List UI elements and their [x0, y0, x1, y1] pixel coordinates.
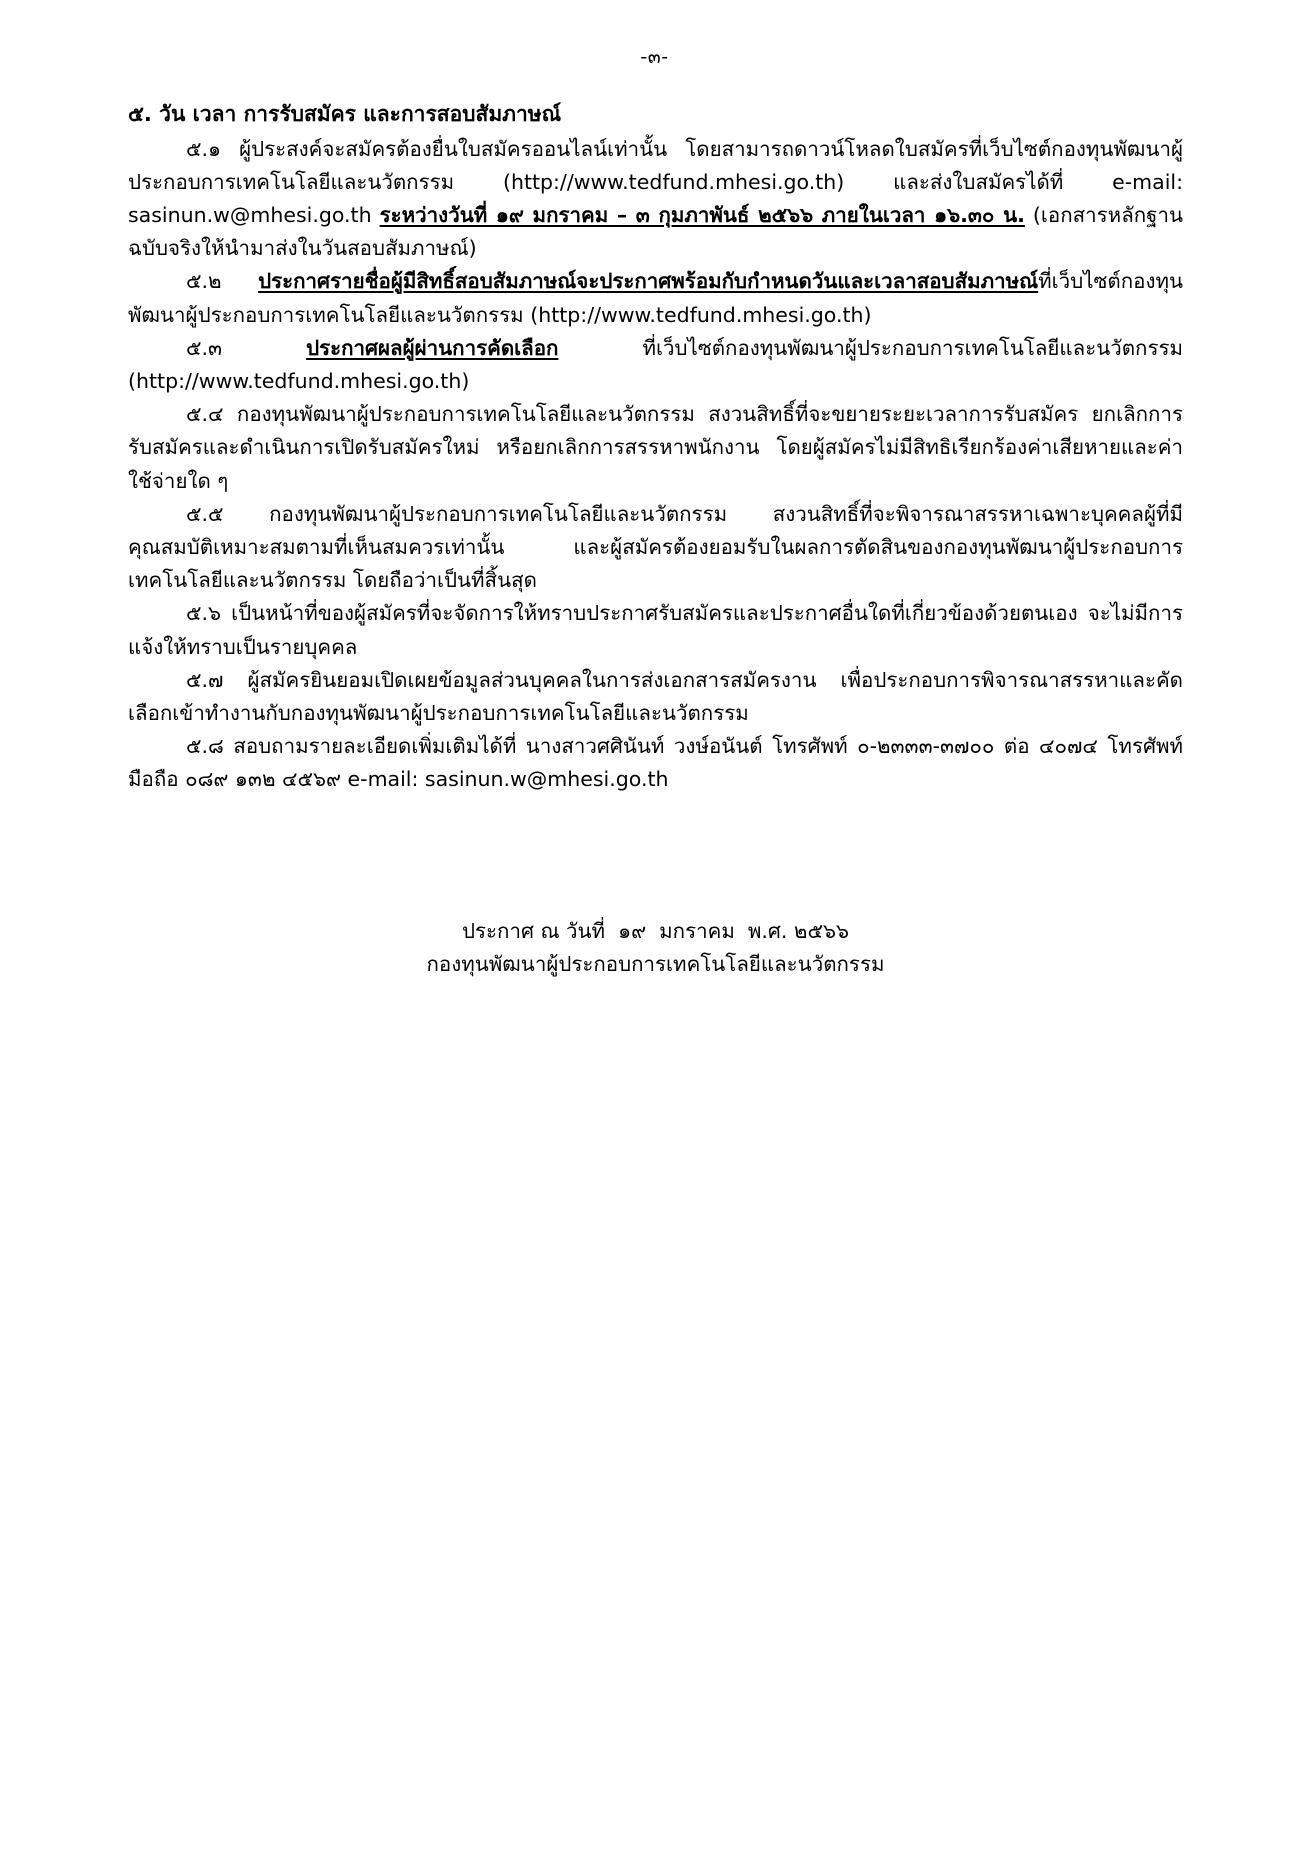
- clause-5-7: ๕.๗ ผู้สมัครยินยอมเปิดเผยข้อมูลส่วนบุคคลในการส่งเอกสารสมัครงาน เพื่อประกอบการพิจารณาสรรหาและคัดเลือกเข้าทำงานกับกองทุนพัฒนาผู้ประกอบการเทคโนโลยีและนวัตกรรม: [128, 667, 1183, 725]
- closing-block: [128, 915, 1183, 981]
- document-body: [128, 98, 1183, 797]
- clause-5-2-suffix: ที่เว็บไซต์กองทุนพัฒนาผู้ประกอบการเทคโนโลยีและนวัตกรรม (http://www.tedfund.mhesi.go.th): [128, 269, 1183, 327]
- clause-5-2-highlight: ประกาศรายชื่อผู้มีสิทธิ์สอบสัมภาษณ์จะประกาศพร้อมกับกำหนดวันและเวลาสอบสัมภาษณ์: [258, 269, 1039, 294]
- clause-5-6: ๕.๖ เป็นหน้าที่ของผู้สมัครที่จะจัดการให้ทราบประกาศรับสมัครและประกาศอื่นใดที่เกี่ยวข้องด้วยตนเอง จะไม่มีการแจ้งให้ทราบเป็นรายบุคคล: [128, 601, 1183, 659]
- clause-5-3-highlight: ประกาศผลผู้ผ่านการคัดเลือก: [306, 335, 559, 360]
- clause-5-1-text-part1: ๕.๑ ผู้ประสงค์จะสมัครต้องยื่นใบสมัครออนไลน์เท่านั้น โดยสามารถดาวน์โหลดใบสมัครที่เว็บไซต์กองทุนพัฒนาผู้ประกอบการเทคโนโลยีและนวัตกรรม (http://www.tedfund.mhesi.go.th) และส่งใบสมัครได้ที่ e-mail: sasinun.w@mhesi.go.th: [128, 136, 1183, 227]
- clause-5-1-highlight: ระหว่างวันที่ ๑๙ มกราคม – ๓ กุมภาพันธ์ ๒๕๖๖ ภายในเวลา ๑๖.๓๐ น.: [379, 202, 1025, 227]
- clause-5-3: [128, 332, 1183, 398]
- clause-5-2-prefix: ๕.๒: [186, 269, 259, 294]
- clause-5-2: [128, 265, 1183, 331]
- clause-5-8: ๕.๘ สอบถามรายละเอียดเพิ่มเติมได้ที่ นางสาวศศินันท์ วงษ์อนันต์ โทรศัพท์ ๐-๒๓๓๓-๓๗๐๐ ต่อ ๔๐๗๔ โทรศัพท์มือถือ ๐๘๙ ๑๓๒ ๔๕๖๙ e-mail: sasinun.w@mhesi.go.th: [128, 734, 1183, 792]
- clause-5-5: ๕.๕ กองทุนพัฒนาผู้ประกอบการเทคโนโลยีและนวัตกรรม สงวนสิทธิ์ที่จะพิจารณาสรรหาเฉพาะบุคคลผู้ที่มีคุณสมบัติเหมาะสมตามที่เห็นสมควรเท่านั้น และผู้สมัครต้องยอมรับในผลการตัดสินของกองทุนพัฒนาผู้ประกอบการเทคโนโลยีและนวัตกรรม โดยถือว่าเป็นที่สิ้นสุด: [128, 501, 1183, 593]
- page-number: -๓-: [640, 46, 669, 68]
- clause-5-1: [128, 133, 1183, 266]
- closing-org-line: กองทุนพัฒนาผู้ประกอบการเทคโนโลยีและนวัตกรรม: [426, 952, 885, 977]
- clause-5-3-suffix: ที่เว็บไซต์กองทุนพัฒนาผู้ประกอบการเทคโนโลยีและนวัตกรรม (http://www.tedfund.mhesi.go.th): [128, 335, 1183, 393]
- clause-5-3-prefix: ๕.๓: [186, 335, 307, 360]
- clause-5-1-text-part2: (เอกสารหลักฐานฉบับจริงให้นำมาส่งในวันสอบสัมภาษณ์): [128, 202, 1184, 261]
- clause-5-4: ๕.๔ กองทุนพัฒนาผู้ประกอบการเทคโนโลยีและนวัตกรรม สงวนสิทธิ์ที่จะขยายระยะเวลาการรับสมัคร ยกเลิกการรับสมัครและดำเนินการเปิดรับสมัครใหม่ หรือยกเลิกการสรรหาพนักงาน โดยผู้สมัครไม่มีสิทธิเรียกร้องค่าเสียหายและค่าใช้จ่ายใด ๆ: [128, 402, 1183, 493]
- section-heading: ๕. วัน เวลา การรับสมัคร และการสอบสัมภาษณ์: [128, 102, 562, 126]
- closing-date-line: ประกาศ ณ วันที่ ๑๙ มกราคม พ.ศ. ๒๕๖๖: [462, 919, 849, 943]
